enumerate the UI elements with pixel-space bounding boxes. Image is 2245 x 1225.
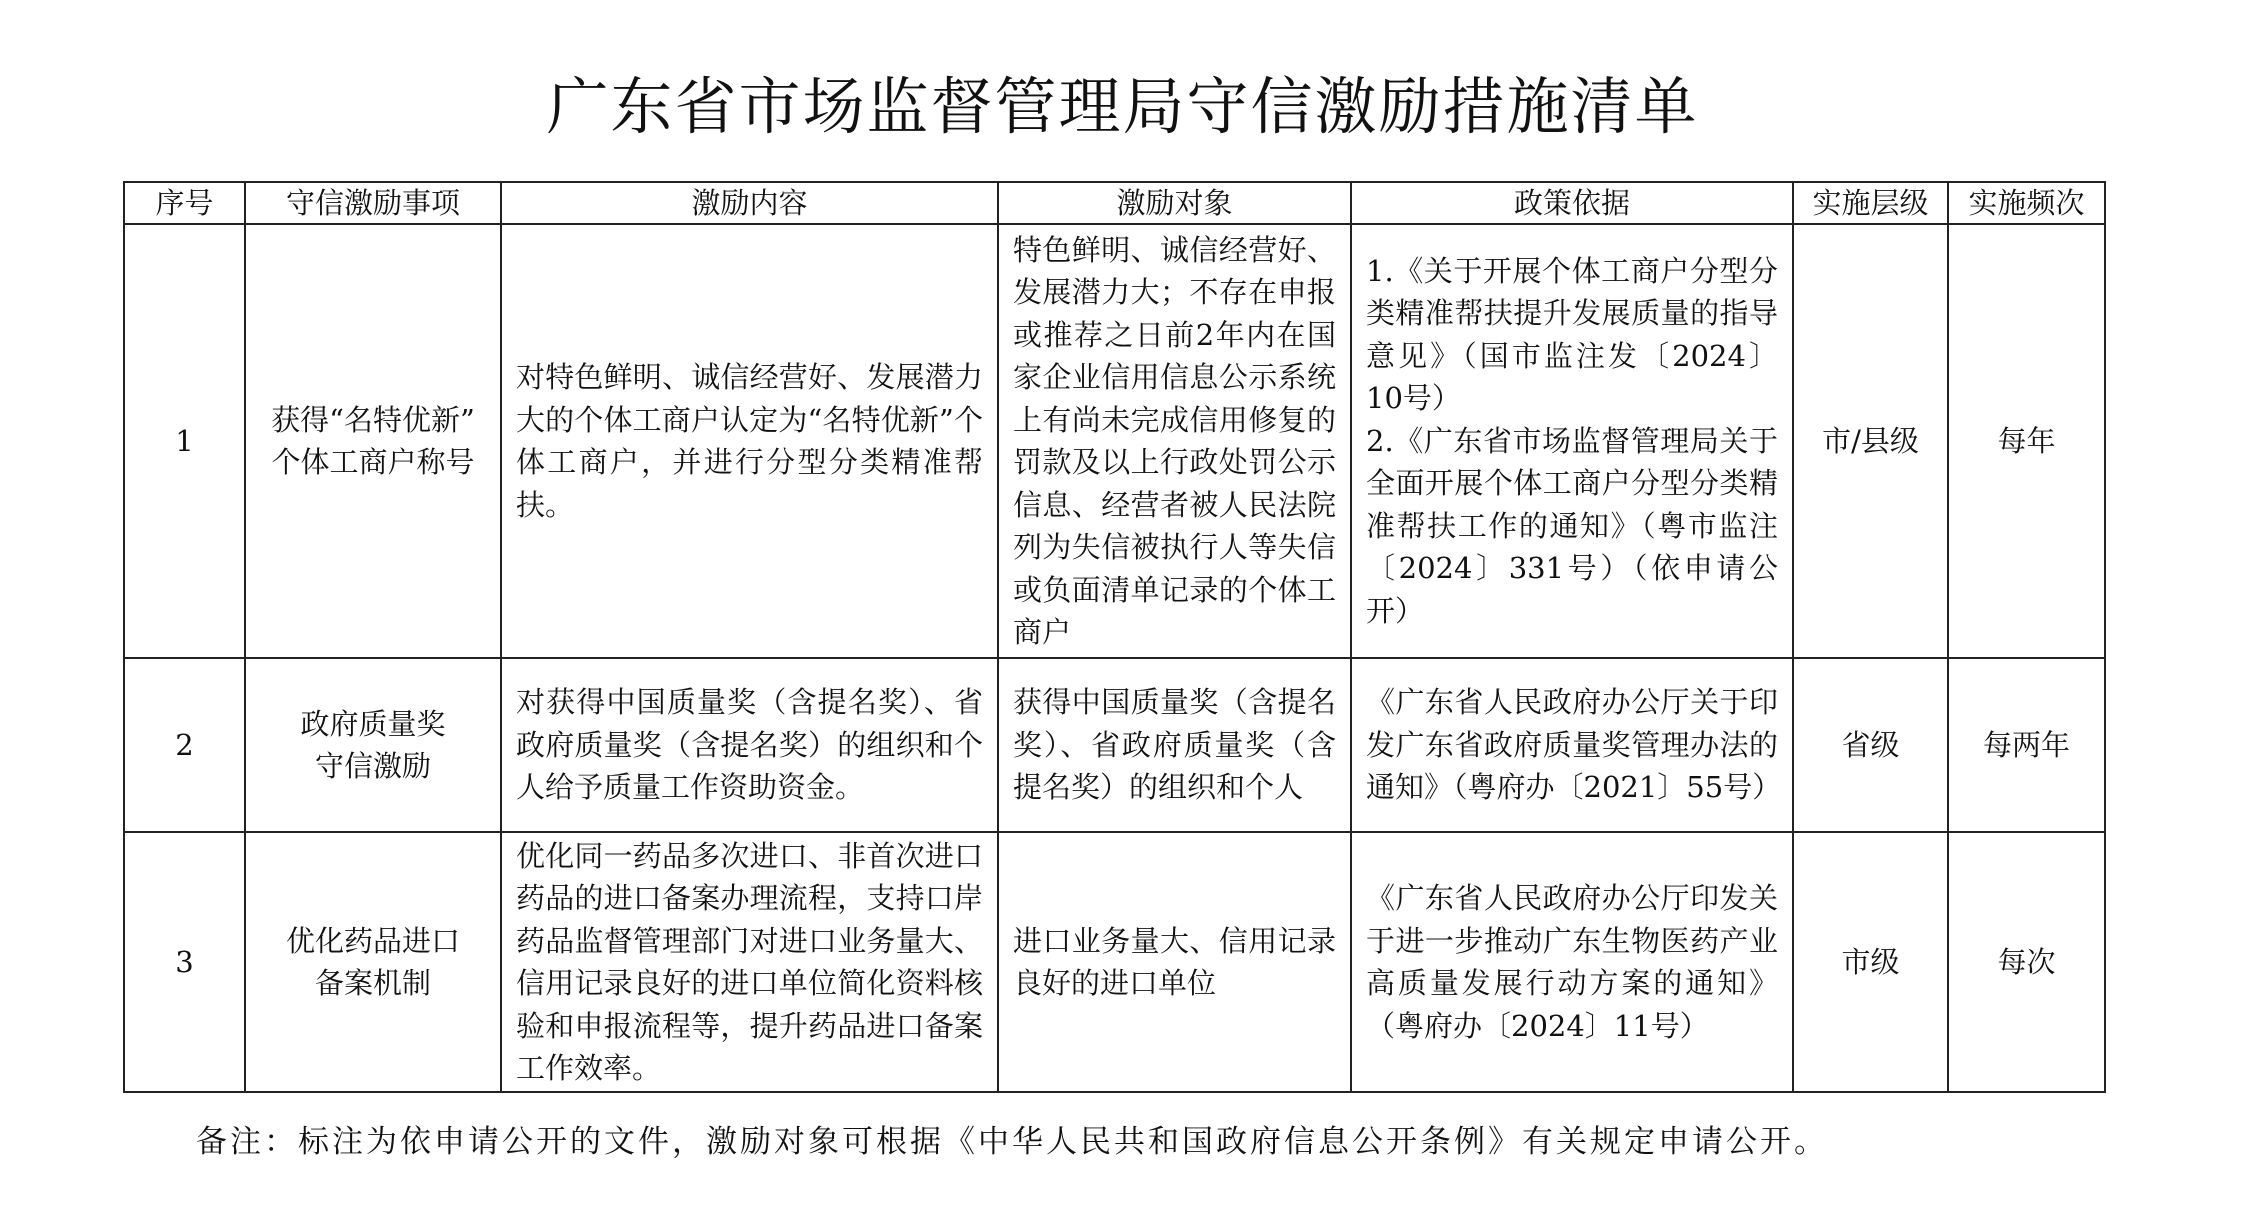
header-basis: 政策依据 (1351, 182, 1793, 224)
row-level: 市级 (1793, 832, 1948, 1092)
row-item-line: 优化药品进口 (285, 923, 460, 958)
row-target: 特色鲜明、诚信经营好、发展潜力大；不存在申报或推荐之日前2年内在国家企业信用信息公示系统上有尚未完成信用修复的罚款及以上行政处罚公示信息、经营者被人民法院列为失信被执行人等失信或负面清单记录的个体工商户 (998, 224, 1351, 658)
row-basis (1351, 224, 1793, 658)
header-target: 激励对象 (998, 182, 1351, 224)
header-index: 序号 (124, 182, 245, 224)
row-item-line: 守信激励 (314, 749, 431, 783)
row-index: 3 (124, 832, 245, 1092)
row-item-line: 政府质量奖 (300, 706, 446, 741)
row-item (245, 832, 501, 1092)
policy-basis-item: 《广东省人民政府办公厅印发关于进一步推动广东生物医药产业高质量发展行动方案的通知》（粤府办〔2024〕11号） (1366, 881, 1778, 1043)
header-frequency: 实施频次 (1948, 182, 2105, 224)
row-content: 对获得中国质量奖（含提名奖）、省政府质量奖（含提名奖）的组织和个人给予质量工作资助资金。 (501, 658, 998, 832)
row-content: 优化同一药品多次进口、非首次进口药品的进口备案办理流程，支持口岸药品监督管理部门对进口业务量大、信用记录良好的进口单位简化资料核验和申报流程等，提升药品进口备案工作效率。 (501, 832, 998, 1092)
row-item-line: 个体工商户称号 (271, 445, 475, 479)
table-row (124, 658, 2105, 832)
row-item (245, 224, 501, 658)
row-level: 省级 (1793, 658, 1948, 832)
header-item: 守信激励事项 (245, 182, 501, 224)
row-content: 对特色鲜明、诚信经营好、发展潜力大的个体工商户认定为“名特优新”个体工商户，并进行分型分类精准帮扶。 (501, 224, 998, 658)
header-level: 实施层级 (1793, 182, 1948, 224)
policy-basis-item: 2.《广东省市场监督管理局关于全面开展个体工商户分型分类精准帮扶工作的通知》（粤市监注〔2024〕331号）（依申请公开） (1366, 423, 1778, 628)
row-index: 2 (124, 658, 245, 832)
row-item (245, 658, 501, 832)
table-row (124, 224, 2105, 658)
policy-basis-item: 1.《关于开展个体工商户分型分类精准帮扶提升发展质量的指导意见》（国市监注发〔2024〕10号） (1366, 253, 1778, 416)
row-target: 进口业务量大、信用记录良好的进口单位 (998, 832, 1351, 1092)
row-basis (1351, 658, 1793, 832)
table-row (124, 832, 2105, 1092)
row-item-line: 备案机制 (314, 966, 431, 1000)
header-content: 激励内容 (501, 182, 998, 224)
footnote: 备注：标注为依申请公开的文件，激励对象可根据《中华人民共和国政府信息公开条例》有关规定申请公开。 (196, 1124, 1828, 1160)
row-basis (1351, 832, 1793, 1092)
policy-basis-item: 《广东省人民政府办公厅关于印发广东省政府质量奖管理办法的通知》（粤府办〔2021〕55号） (1366, 685, 1782, 805)
row-index: 1 (124, 224, 245, 658)
row-frequency: 每两年 (1948, 658, 2105, 832)
table-header-row (124, 182, 2105, 224)
row-level: 市/县级 (1793, 224, 1948, 658)
row-frequency: 每次 (1948, 832, 2105, 1092)
incentive-measures-table (123, 181, 2106, 1093)
row-frequency: 每年 (1948, 224, 2105, 658)
row-target: 获得中国质量奖（含提名奖）、省政府质量奖（含提名奖）的组织和个人 (998, 658, 1351, 832)
page-title: 广东省市场监督管理局守信激励措施清单 (546, 70, 1699, 143)
row-item-line: 获得“名特优新” (271, 402, 475, 437)
